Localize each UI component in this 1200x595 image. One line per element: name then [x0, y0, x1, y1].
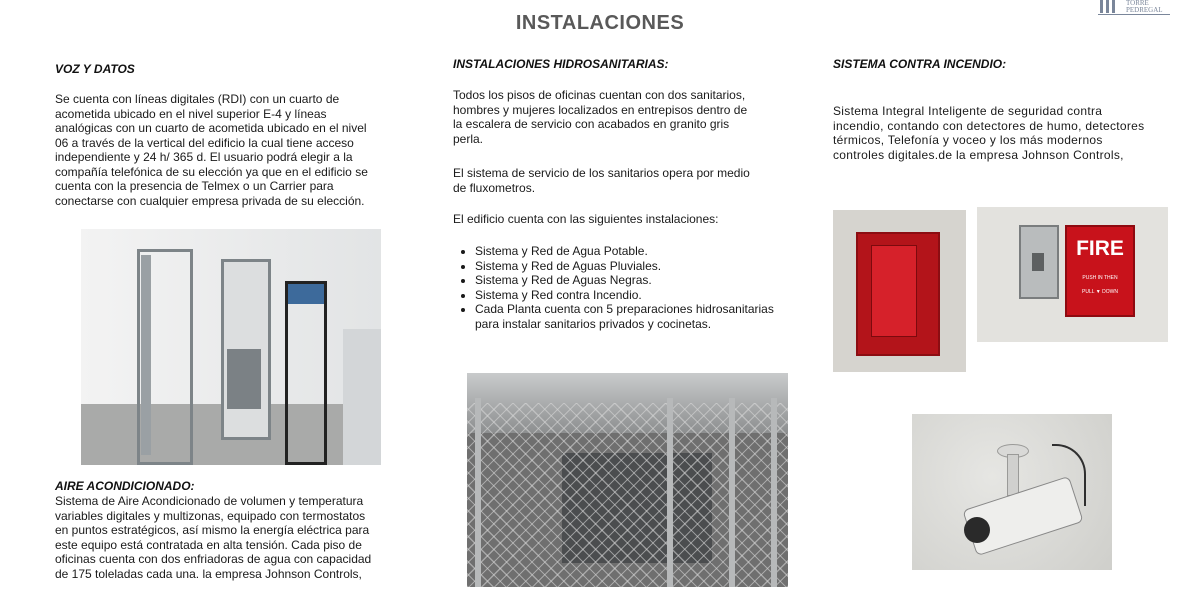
list-item: • Sistema y Red de Aguas Pluviales. — [475, 259, 796, 274]
heading-voz-y-datos: VOZ Y DATOS — [55, 62, 135, 76]
aire-acondicionado-paragraph: Sistema de Aire Acondicionado de volumen y temperatura variables digitales y multizonas, equipado con termostatos en puntos estratégicos, así mismo la energía eléctrica para este equipo está contratada en alta tensión. Cada piso de oficinas cuenta con dos enfriadoras de agua con capacidad de 175 toleladas cada una. la empresa Johnson Controls, — [55, 494, 372, 581]
heading-instalaciones-hidrosanitarias: INSTALACIONES HIDROSANITARIAS: — [453, 57, 669, 71]
sistema-contra-incendio-paragraph: Sistema Integral Inteligente de seguridad contra incendio, contando con detectores de humo, detectores térmicos, Telefonía y voceo y los más modernos controles digitales.de la empresa Johnson Controls, — [833, 104, 1145, 162]
instalaciones-list — [453, 244, 796, 331]
heading-aire-acondicionado: AIRE ACONDICIONADO: — [55, 479, 195, 493]
heading-sistema-contra-incendio: SISTEMA CONTRA INCENDIO: — [833, 57, 1007, 71]
torre-pedregal-logo — [1098, 0, 1170, 16]
page-title: INSTALACIONES — [515, 12, 685, 34]
hidrosanitarias-paragraph-3: El edificio cuenta con las siguientes instalaciones: — [453, 212, 719, 226]
voz-y-datos-paragraph: Se cuenta con líneas digitales (RDI) con un cuarto de acometida ubicado en el nivel superior E-4 y líneas analógicas con un cuarto de acometida ubicado en el nivel 06 a través de la vertical del edificio la cual tiene acceso independiente y 24 h/ 365 d. El usuario podrá elegir a la compañía telefónica de su elección ya que en el edificio se cuenta con la presencia de Telmex o un Carrier para conectarse con cualquier empresa privada de su elección. — [55, 92, 368, 208]
hidrosanitarias-paragraph-1: Todos los pisos de oficinas cuentan con dos sanitarios, hombres y mujeres localizados en entrepisos dentro de la escalera de servicio con acabados en granito gris perla. — [453, 88, 748, 146]
fire-alarm-label: FIRE — [1076, 237, 1124, 260]
logo-text: TORRE PEDREGAL — [1126, 0, 1163, 14]
logo-columns-icon — [1100, 0, 1122, 14]
security-camera-photo — [912, 414, 1112, 570]
fire-alarm-photo: FIRE PUSH IN THEN PULL ▼ DOWN — [977, 207, 1168, 342]
hidrosanitarias-paragraph-2: El sistema de servicio de los sanitarios opera por medio de fluxometros. — [453, 166, 750, 195]
mechanical-room-photo — [467, 373, 788, 587]
list-item: • Cada Planta cuenta con 5 preparaciones hidrosanitarias para instalar sanitarios privados y cocinetas. — [475, 302, 796, 331]
fire-station-photo — [833, 210, 966, 372]
list-item: • Sistema y Red de Agua Potable. — [475, 244, 796, 259]
list-item: • Sistema y Red contra Incendio. — [475, 288, 796, 303]
telecom-room-photo — [81, 229, 381, 465]
list-item: • Sistema y Red de Aguas Negras. — [475, 273, 796, 288]
